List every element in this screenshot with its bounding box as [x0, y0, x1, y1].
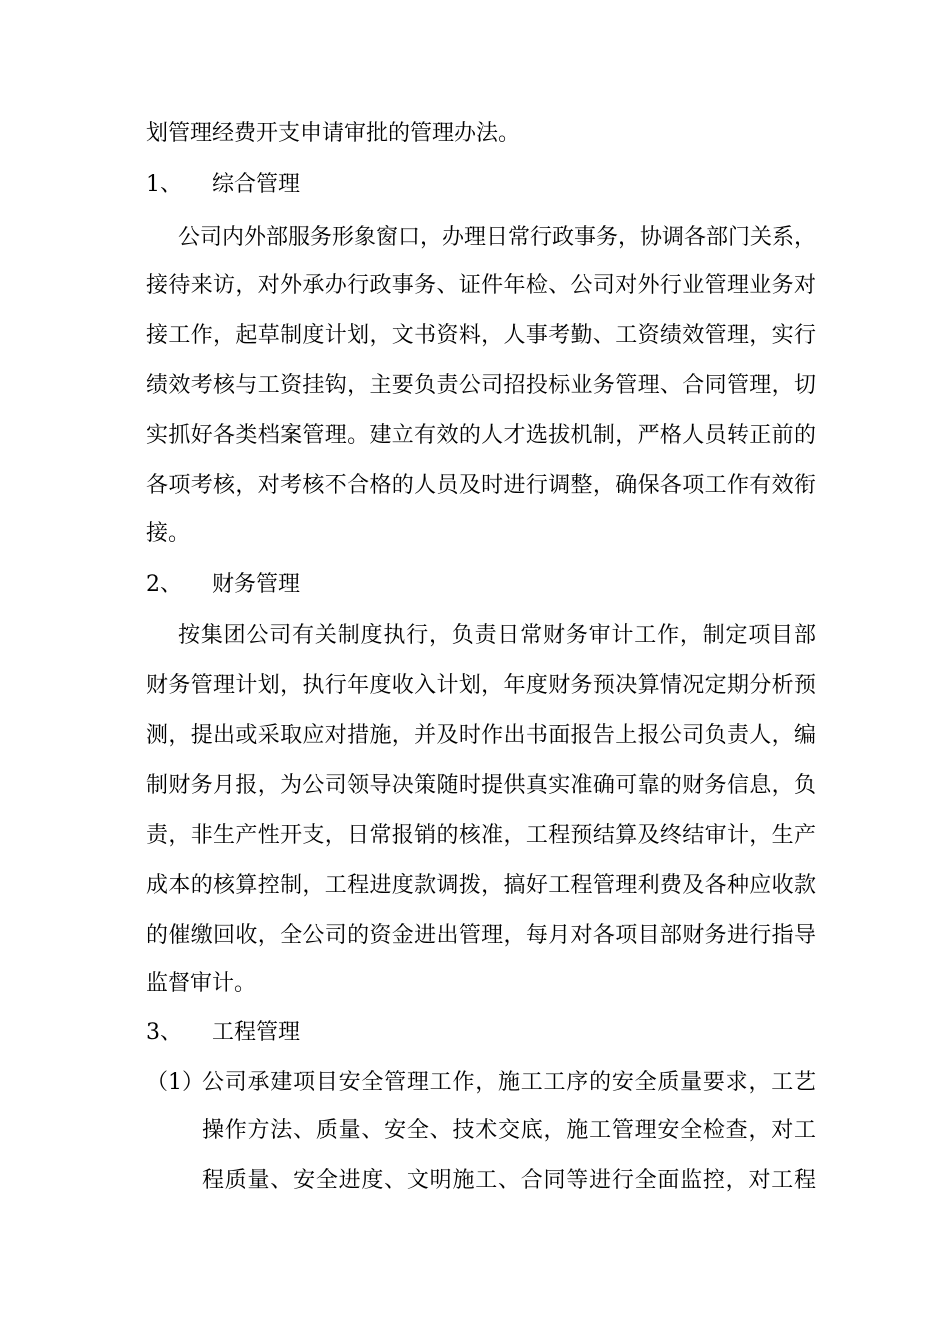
item-number: （1） — [146, 1070, 204, 1095]
paragraph-line: 测，提出或采取应对措施，并及时作出书面报告上报公司负责人，编 — [146, 723, 816, 748]
section-1-number: 1、 — [146, 172, 182, 197]
paragraph-line: 各项考核，对考核不合格的人员及时进行调整，确保各项工作有效衔 — [146, 473, 816, 498]
paragraph-line: 监督审计。 — [146, 971, 257, 996]
section-2-number: 2、 — [146, 572, 182, 597]
section-1-title: 综合管理 — [212, 172, 301, 197]
intro-line: 划管理经费开支申请审批的管理办法。 — [146, 121, 521, 146]
paragraph-line: 接。 — [146, 521, 191, 546]
paragraph-line: 财务管理计划，执行年度收入计划，年度财务预决算情况定期分析预 — [146, 673, 816, 698]
paragraph-line: 责，非生产性开支，日常报销的核准，工程预结算及终结审计，生产 — [146, 823, 816, 848]
paragraph-line: 实抓好各类档案管理。建立有效的人才选拔机制，严格人员转正前的 — [146, 423, 816, 448]
paragraph-line: 绩效考核与工资挂钩，主要负责公司招投标业务管理、合同管理，切 — [146, 373, 816, 398]
paragraph-line: 按集团公司有关制度执行，负责日常财务审计工作，制定项目部 — [178, 623, 816, 648]
paragraph-line: 公司内外部服务形象窗口，办理日常行政事务，协调各部门关系， — [178, 225, 816, 250]
item-line: 程质量、安全进度、文明施工、合同等进行全面监控，对工程 — [202, 1168, 816, 1193]
section-3-number: 3、 — [146, 1020, 182, 1045]
item-line: 操作方法、质量、安全、技术交底，施工管理安全检查，对工 — [202, 1118, 816, 1143]
paragraph-line: 制财务月报，为公司领导决策随时提供真实准确可靠的财务信息，负 — [146, 773, 816, 798]
section-3-title: 工程管理 — [212, 1020, 301, 1045]
paragraph-line: 接待来访，对外承办行政事务、证件年检、公司对外行业管理业务对 — [146, 273, 816, 298]
paragraph-line: 成本的核算控制，工程进度款调拨，搞好工程管理利费及各种应收款 — [146, 873, 816, 898]
paragraph-line: 的催缴回收，全公司的资金进出管理，每月对各项目部财务进行指导 — [146, 923, 816, 948]
section-2-title: 财务管理 — [212, 572, 301, 597]
item-line: 公司承建项目安全管理工作，施工工序的安全质量要求，工艺 — [202, 1070, 816, 1095]
paragraph-line: 接工作，起草制度计划，文书资料，人事考勤、工资绩效管理，实行 — [146, 323, 816, 348]
